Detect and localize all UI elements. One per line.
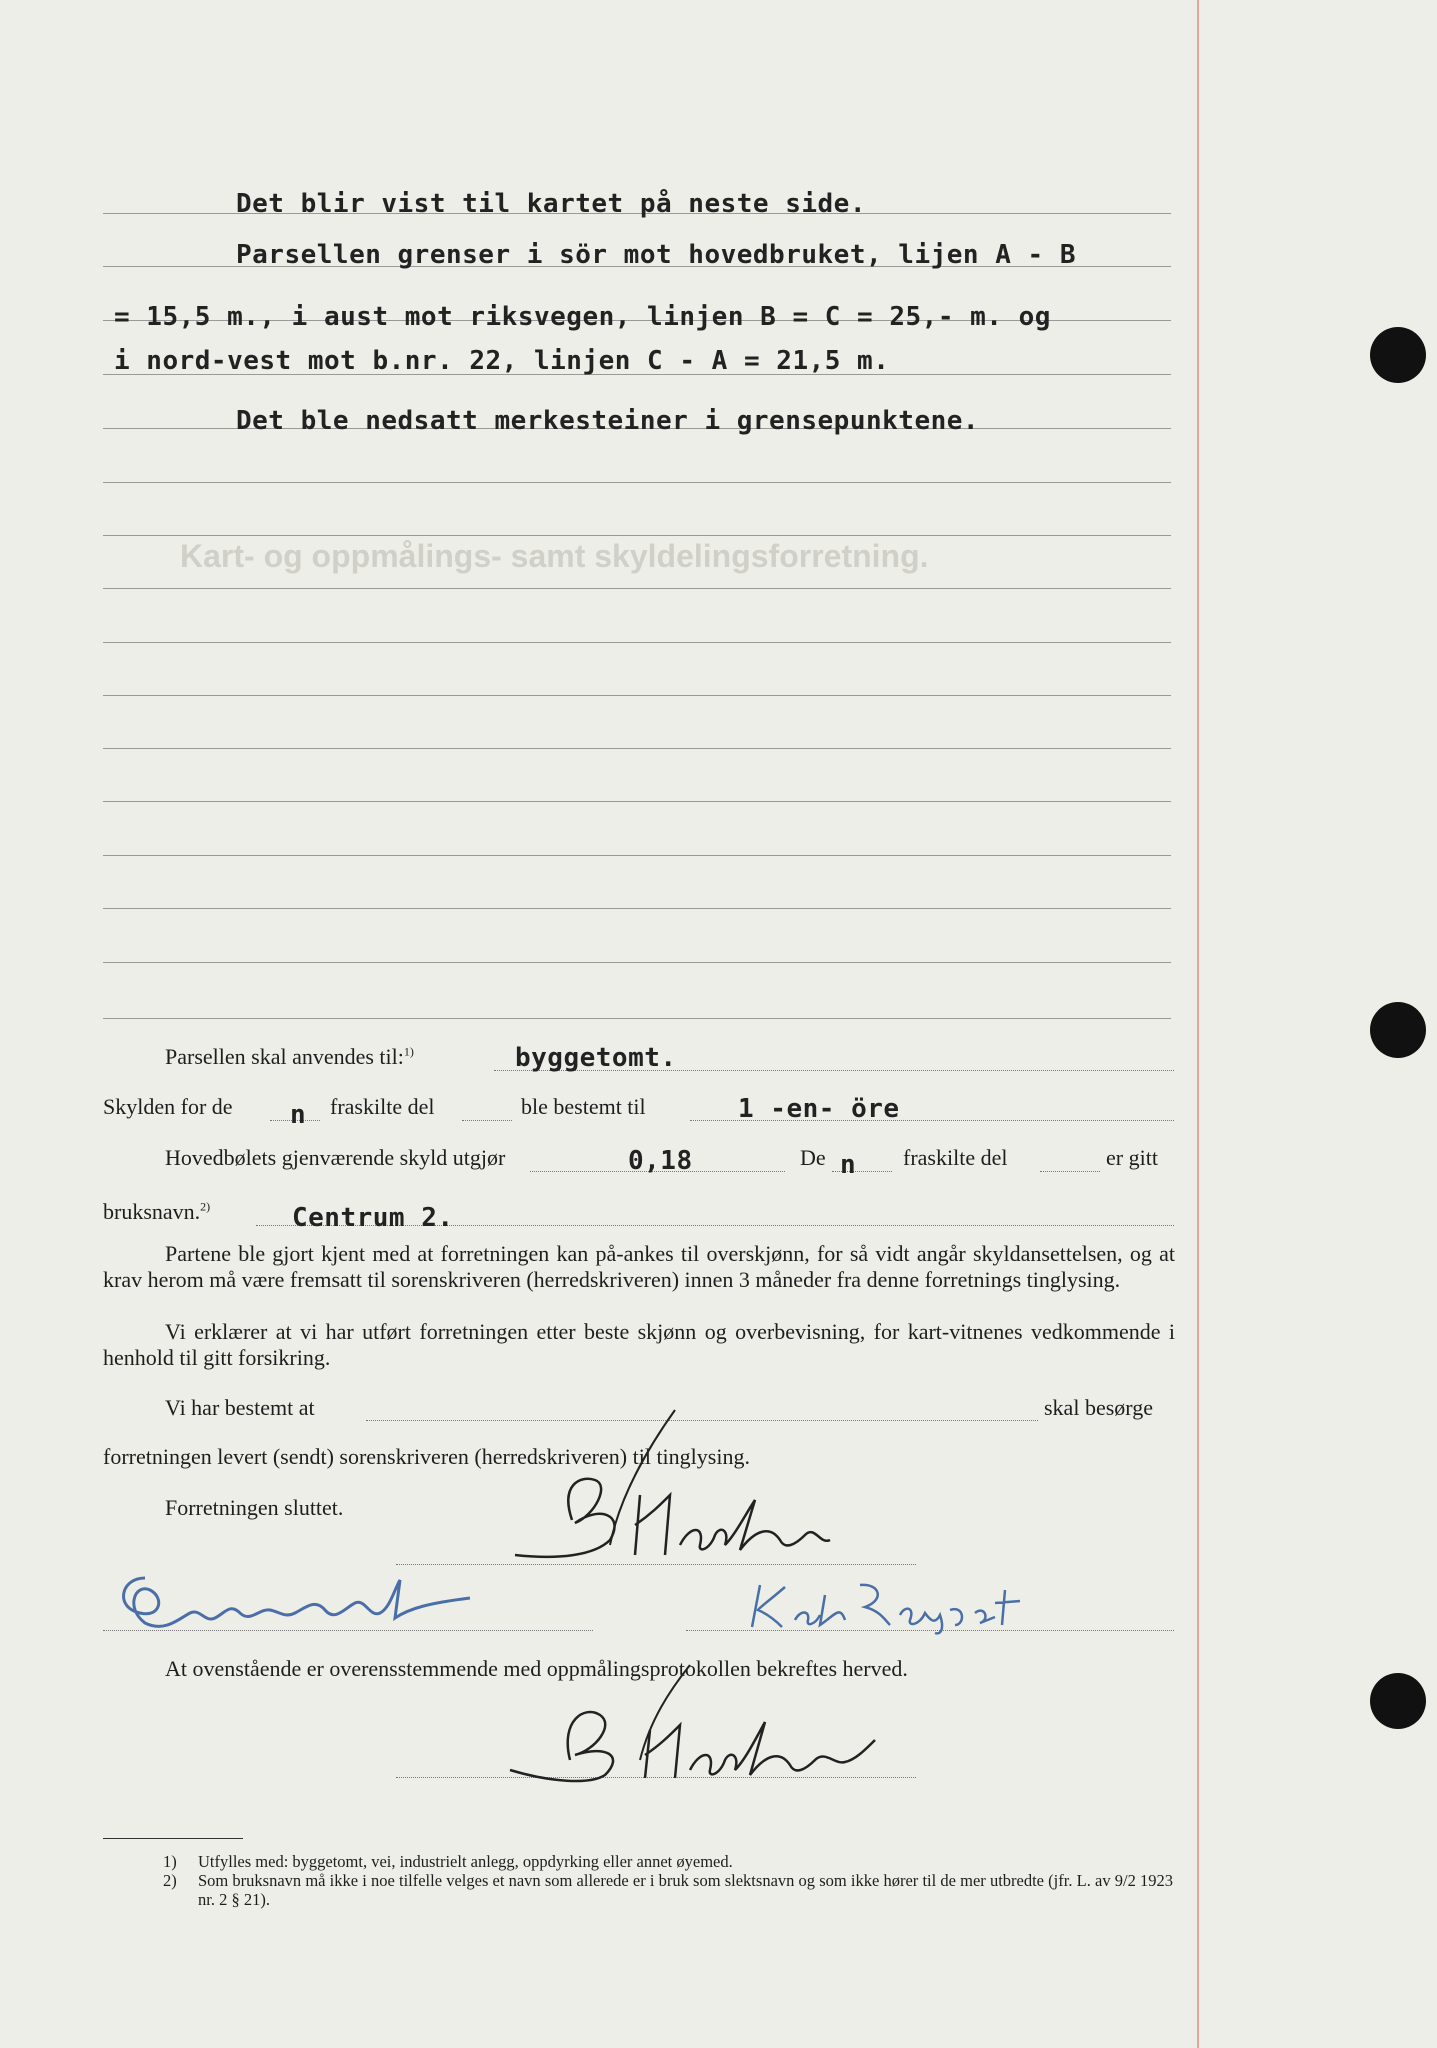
footnote-text: Utfylles med: byggetomt, vei, industrielt anlegg, oppdyrking eller annet øyemed. [198,1852,733,1871]
typed-line: = 15,5 m., i aust mot riksvegen, linjen B = C = 25,- m. og [114,302,1051,332]
ruled-line [103,748,1171,749]
skyld-label: Skylden for de [103,1094,233,1119]
skyld-fill-n: n [290,1100,307,1130]
margin-line [1197,0,1199,2048]
typed-line: Det ble nedsatt merkesteiner i grensepunktene. [236,406,980,436]
bruksnavn-label: bruksnavn.$^{2)}$ [103,1199,211,1224]
fill-line [1040,1171,1100,1172]
hoved-label: Hovedbølets gjenværende skyld utgjør [165,1145,506,1170]
footnote-mark: 2) [163,1871,177,1890]
footnote-text: Som bruksnavn må ikke i noe tilfelle velges et navn som allerede er i bruk som slektsnavn og som ikke hører til de mer utbredte (jfr. L. av 9/2 1923 nr. 2 § 21). [198,1871,1173,1909]
bruksnavn-value: Centrum 2. [292,1203,454,1233]
typed-line: i nord-vest mot b.nr. 22, linjen C - A = 21,5 m. [114,346,890,376]
de-label: De [800,1145,826,1170]
ruled-line [103,642,1171,643]
sluttet-label: Forretningen sluttet. [165,1495,344,1520]
usage-label: Parsellen skal anvendes til:$^{1)}$ [165,1044,414,1069]
ruled-line [103,801,1171,802]
skyld-value: 1 -en- öre [738,1094,900,1124]
levert-label: forretningen levert (sendt) sorenskriveren (herredskriveren) til tinglysing. [103,1444,750,1469]
ruled-line [103,695,1171,696]
de-fill-n: n [840,1150,857,1180]
bestemt-label: ble bestemt til [521,1094,646,1119]
ruled-line [103,908,1171,909]
footnote-mark: 1) [163,1852,177,1871]
paragraph-appeal: Partene ble gjort kjent med at forretningen kan på-ankes til overskjønn, for så vidt angår skyldansettelsen, og at krav herom må være fremsatt til sorenskriveren (herredskriveren) innen 3 måneder fra denne forretnings tinglysing. [103,1241,1175,1292]
signature-solvestad [110,1568,500,1638]
signature-karl-royset [740,1575,1060,1635]
signature-harbjorn-1 [500,1405,900,1565]
confirm-label: At ovenstående er overensstemmende med oppmålingsprotokollen bekreftes herved. [165,1656,908,1681]
hoved-value: 0,18 [628,1146,693,1176]
ruled-line [103,482,1171,483]
punch-hole [1370,327,1426,383]
fill-line [462,1120,512,1121]
typed-line: Parsellen grenser i sör mot hovedbruket, lijen A - B [236,240,1076,270]
typed-line: Det blir vist til kartet på neste side. [236,189,866,219]
ruled-line [103,855,1171,856]
usage-value: byggetomt. [515,1043,677,1073]
er-gitt-label: er gitt [1106,1145,1158,1170]
ruled-line [103,1018,1171,1019]
ruled-line [103,588,1171,589]
bestemt-at-label: Vi har bestemt at [165,1395,315,1420]
besorge-label: skal besørge [1044,1395,1153,1420]
ruled-line [103,535,1171,536]
signature-harbjorn-2 [500,1660,940,1785]
paragraph-declaration: Vi erklærer at vi har utført forretningen etter beste skjønn og overbevisning, for kart-vitnenes vedkommende i henhold til gitt forsikring. [103,1319,1175,1370]
ruled-line [103,962,1171,963]
bleed-through-heading: Kart- og oppmålings- samt skyldelingsforretning. [180,538,929,574]
fraskilte-del-label: fraskilte del [903,1145,1008,1170]
footnote-separator [103,1838,243,1839]
fraskilte-label: fraskilte del [330,1094,435,1119]
punch-hole [1370,1002,1426,1058]
punch-hole [1370,1673,1426,1729]
